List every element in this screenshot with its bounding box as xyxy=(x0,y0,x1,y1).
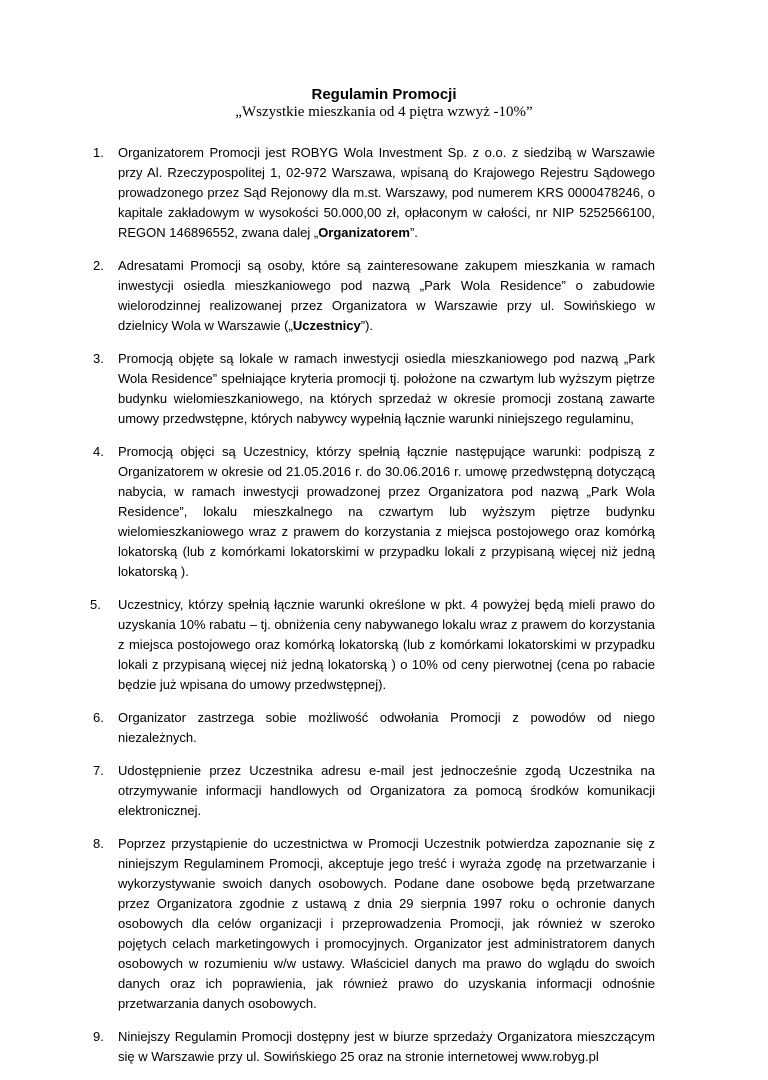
item-text: Organizator zastrzega sobie możliwość odwołania Promocji z powodów od niego niezależnych. xyxy=(118,710,655,745)
item-text: Organizatorem Promocji jest ROBYG Wola Investment Sp. z o.o. z siedzibą w Warszawie przy Al. Rzeczypospolitej 1, 02-972 Warszawa, wpisaną do Krajowego Rejestru Sądowego prowadzonego przez Sąd Rejonowy dla m.st. Warszawy, pod numerem KRS 0000478246, o kapitale zakładowym w wysokości 50.000,00 zł, opłaconym w całości, nr NIP 5252566100, REGON 146896552, zwana dalej „Organizatorem”. xyxy=(118,145,655,240)
item-number: 3. xyxy=(93,351,104,366)
document-subtitle: „Wszystkie mieszkania od 4 piętra wzwyż -10%” xyxy=(235,104,533,120)
list-item xyxy=(0,761,768,821)
bold-term: Uczestnicy xyxy=(292,318,361,333)
item-text: Niniejszy Regulamin Promocji dostępny jest w biurze sprzedaży Organizatora mieszczącym się w Warszawie przy ul. Sowińskiego 25 oraz na stronie internetowej www.robyg.pl xyxy=(118,1029,655,1064)
list-item xyxy=(0,143,768,243)
item-number: 8. xyxy=(93,836,104,851)
list-item xyxy=(0,708,768,748)
regulation-list xyxy=(0,143,768,1080)
list-item xyxy=(0,442,768,582)
document-title: Regulamin Promocji xyxy=(311,86,457,103)
item-text: Uczestnicy, którzy spełnią łącznie warunki określone w pkt. 4 powyżej będą mieli prawo do uzyskania 10% rabatu – tj. obniżenia ceny nabywanego lokalu wraz z prawem do korzystania z miejsca postojowego oraz komórką lokatorską (lub z komórkami lokatorskimi w przypadku lokali z przypisaną więcej niż jedną lokatorską ) o 10% od ceny pierwotnej (cena po rabacie będzie już wpisana do umowy przedwstępnej). xyxy=(118,597,655,692)
list-item xyxy=(0,256,768,336)
list-item xyxy=(0,1027,768,1067)
list-item xyxy=(0,595,768,695)
item-text: Promocją objęci są Uczestnicy, którzy spełnią łącznie następujące warunki: podpiszą z Organizatorem w okresie od 21.05.2016 r. do 30.06.2016 r. umowę przedwstępną dotyczącą nabycia, w ramach inwestycji prowadzonej przez Organizatora pod nazwą „Park Wola Residence”, lokalu mieszkalnego na czwartym lub wyższym piętrze budynku wielomieszkaniowego wraz z prawem do korzystania z miejsca postojowego oraz komórką lokatorską (lub z komórkami lokatorskimi w przypadku lokali z przypisaną więcej niż jedną lokatorską ). xyxy=(118,444,655,579)
item-text: Promocją objęte są lokale w ramach inwestycji osiedla mieszkaniowego pod nazwą „Park Wola Residence” spełniające kryteria promocji tj. położone na czwartym lub wyższym piętrze budynku wielomieszkaniowego, na których sprzedaż w okresie promocji zostaną zawarte umowy przedwstępne, których nabywcy wypełnią łącznie warunki niniejszego regulaminu, xyxy=(118,351,655,426)
item-number: 7. xyxy=(93,763,104,778)
item-number: 9. xyxy=(93,1029,104,1044)
item-text: Poprzez przystąpienie do uczestnictwa w Promocji Uczestnik potwierdza zapoznanie się z niniejszym Regulaminem Promocji, akceptuje jego treść i wyraża zgodę na przetwarzanie i wykorzystywanie swoich danych osobowych. Podane dane osobowe będą przetwarzane przez Organizatora zgodnie z ustawą z dnia 29 sierpnia 1997 roku o ochronie danych osobowych dla celów organizacji i przeprowadzenia Promocji, jak również w szeroko pojętych celach marketingowych i promocyjnych. Organizator jest administratorem danych osobowych w rozumieniu w/w ustawy. Właściciel danych ma prawo do wglądu do swoich danych oraz ich poprawienia, jak również prawo do uzyskania informacji odnośnie przetwarzania danych osobowych. xyxy=(118,836,655,1011)
item-number: 1. xyxy=(93,145,104,160)
item-number: 5. xyxy=(90,597,101,612)
bold-term: Organizatorem xyxy=(318,225,410,240)
list-item xyxy=(0,349,768,429)
item-number: 4. xyxy=(93,444,104,459)
item-text: Adresatami Promocji są osoby, które są zainteresowane zakupem mieszkania w ramach inwestycji osiedla mieszkaniowego pod nazwą „Park Wola Residence” o zabudowie wielorodzinnej realizowanej przez Organizatora w Warszawie przy ul. Sowińskiego w dzielnicy Wola w Warszawie („Uczestnicy”). xyxy=(118,258,655,333)
item-text: Udostępnienie przez Uczestnika adresu e-mail jest jednocześnie zgodą Uczestnika na otrzymywanie informacji handlowych od Organizatora za pomocą środków komunikacji elektronicznej. xyxy=(118,763,655,818)
list-item xyxy=(0,834,768,1014)
item-number: 6. xyxy=(93,710,104,725)
item-number: 2. xyxy=(93,258,104,273)
